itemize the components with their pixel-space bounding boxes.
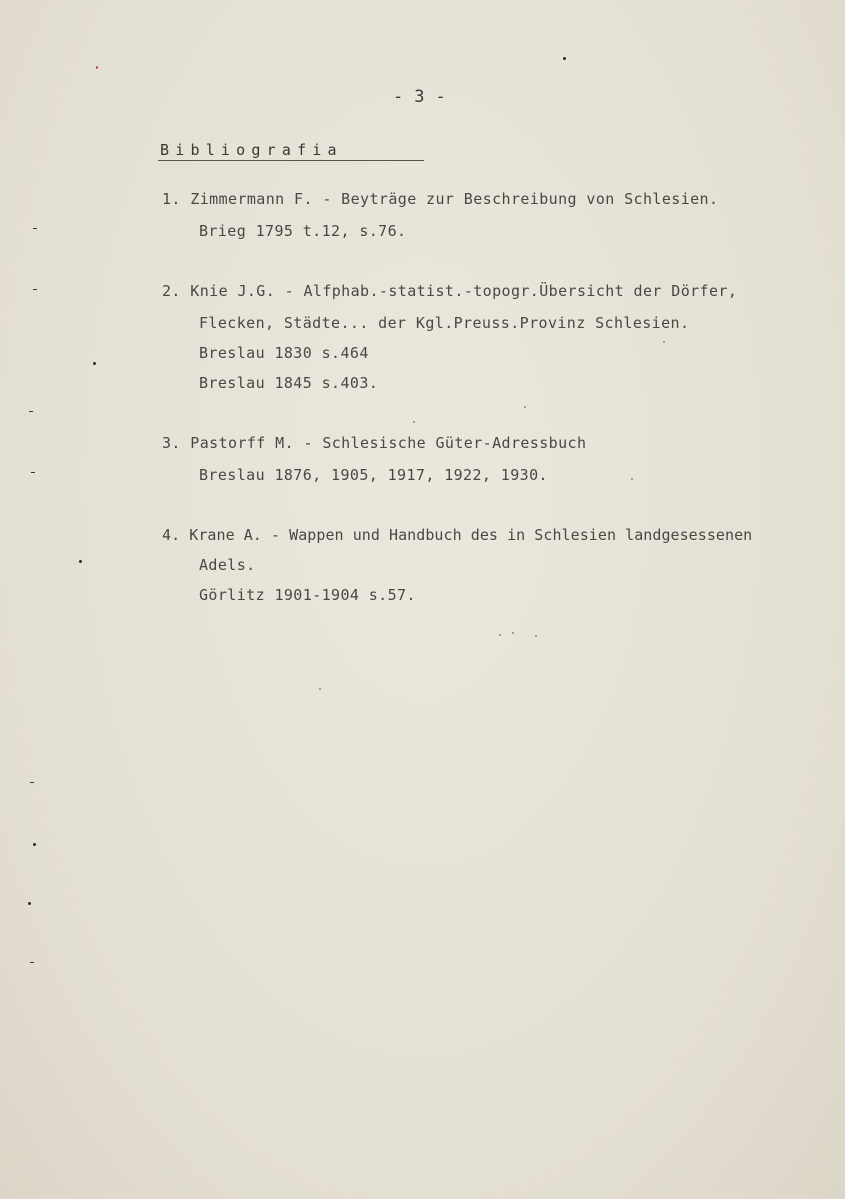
margin-mark — [30, 782, 34, 783]
paper-speck — [96, 66, 98, 69]
margin-mark — [33, 289, 37, 290]
entry-line: Flecken, Städte... der Kgl.Preuss.Provinz Schlesien. — [199, 314, 690, 332]
paper-speck — [79, 560, 82, 563]
paper-speck — [28, 902, 31, 905]
paper-speck — [319, 688, 321, 690]
paper-speck — [631, 478, 633, 480]
entry-line: 1. Zimmermann F. - Beyträge zur Beschreibung von Schlesien. — [162, 190, 719, 208]
margin-mark — [31, 472, 35, 473]
margin-mark — [30, 962, 34, 963]
paper-speck — [535, 635, 537, 637]
entry-line: Breslau 1845 s.403. — [199, 374, 379, 392]
paper-speck — [524, 406, 526, 408]
paper-speck — [663, 341, 665, 343]
bibliography-heading: Bibliografia — [160, 141, 343, 159]
entry-line: Breslau 1876, 1905, 1917, 1922, 1930. — [199, 466, 548, 484]
heading-underline — [158, 160, 424, 161]
paper-speck — [93, 362, 96, 365]
paper-speck — [512, 632, 514, 634]
entry-line: Görlitz 1901-1904 s.57. — [199, 586, 416, 604]
entry-line: 3. Pastorff M. - Schlesische Güter-Adressbuch — [162, 434, 587, 452]
paper-speck — [499, 634, 501, 636]
entry-line: 2. Knie J.G. - Alfphab.-statist.-topogr.Übersicht der Dörfer, — [162, 282, 738, 300]
page-number: - 3 - — [393, 87, 447, 107]
margin-mark — [33, 228, 37, 229]
entry-line: Breslau 1830 s.464 — [199, 344, 369, 362]
paper-speck — [563, 57, 566, 60]
paper-speck — [33, 843, 36, 846]
entry-line: 4. Krane A. - Wappen und Handbuch des in Schlesien landgesessenen — [162, 526, 753, 544]
paper-speck — [413, 421, 415, 423]
margin-mark — [29, 411, 33, 412]
entry-line: Brieg 1795 t.12, s.76. — [199, 222, 407, 240]
entry-line: Adels. — [199, 556, 256, 574]
